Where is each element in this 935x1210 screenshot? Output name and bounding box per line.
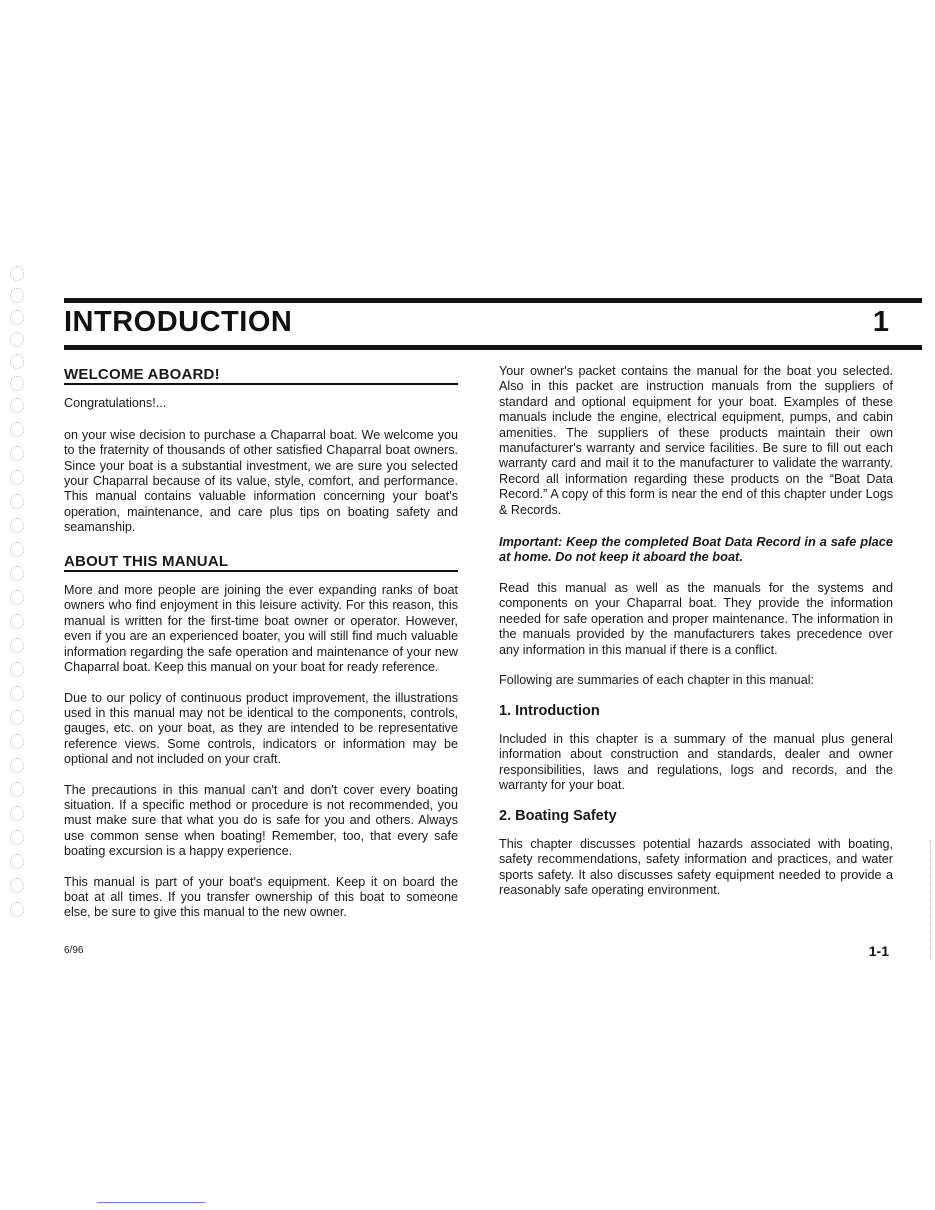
left-column xyxy=(64,364,458,921)
binder-hole xyxy=(10,470,24,485)
binder-hole xyxy=(10,878,24,893)
chapter-number: 1 xyxy=(872,306,889,338)
page-edge-marks xyxy=(930,840,932,960)
bottom-line xyxy=(97,1202,205,1203)
binder-hole xyxy=(10,446,24,461)
header-rule-bottom xyxy=(64,345,922,350)
binder-hole xyxy=(10,376,24,391)
binder-hole xyxy=(10,710,24,725)
binder-hole xyxy=(10,902,24,917)
important-note: Important: Keep the completed Boat Data Record in a safe place at home. Do not keep it aboard the boat. xyxy=(499,534,893,565)
binder-hole xyxy=(10,590,24,605)
binder-hole xyxy=(10,734,24,749)
binder-hole xyxy=(10,288,24,303)
header-rule-top xyxy=(64,298,922,303)
about-paragraph-2: Due to our policy of continuous product improvement, the illustrations used in this manual may not be identical to the components, controls, gauges, etc. on your boat, as they are intended to be representative reference views. Some controls, indicators or information may be optional and not included on your craft. xyxy=(64,690,458,767)
binder-hole xyxy=(10,566,24,581)
right-column xyxy=(499,364,893,898)
binder-hole xyxy=(10,686,24,701)
about-paragraph-4: This manual is part of your boat's equipment. Keep it on board the boat at all times. If you transfer ownership of this boat to someone else, be sure to give this manual to the new owner. xyxy=(64,874,458,920)
packet-paragraph: Your owner's packet contains the manual for the boat you selected. Also in this packet are instruction manuals from the suppliers of standard and optional equipment for your boat. Examples of these manuals include the engine, electrical equipment, pumps, and cabin amenities. The suppliers of these products maintain their own manufacturer's warranty and service facilities. Be sure to fill out each warranty card and mail it to the manufacturer to validate the warranty. Record all information regarding these products on the “Boat Data Record.” A copy of this form is near the end of this chapter under Logs & Records. xyxy=(499,364,893,517)
chapter-title: INTRODUCTION xyxy=(64,306,293,338)
binder-hole xyxy=(10,614,24,629)
binder-hole xyxy=(10,332,24,347)
section-1-text: Included in this chapter is a summary of the manual plus general information about construction and standards, dealer and owner responsibilities, laws and regulations, logs and records, and the warranty for your boat. xyxy=(499,731,893,792)
footer-date: 6/96 xyxy=(64,945,84,956)
binder-hole xyxy=(10,518,24,533)
binder-hole xyxy=(10,310,24,325)
page-number: 1-1 xyxy=(868,943,889,959)
binder-hole xyxy=(10,422,24,437)
binder-hole xyxy=(10,398,24,413)
welcome-heading: WELCOME ABOARD! xyxy=(64,367,458,385)
about-paragraph-1: More and more people are joining the ever expanding ranks of boat owners who find enjoyment in this leisure activity. For this reason, this manual is written for the first-time boat owner or operator. However, even if you are an experienced boater, you will still find much valuable information regarding the safe operation and maintenance of your new Chaparral boat. Keep this manual on your boat for ready reference. xyxy=(64,583,458,675)
welcome-paragraph: on your wise decision to purchase a Chaparral boat. We welcome you to the fraternity of thousands of other satisfied Chaparral boat owners. Since your boat is a substantial investment, we are sure you selected your Chaparral because of its value, style, comfort, and performance. This manual contains valuable information concerning your boat's operation, maintenance, and care plus tips on boating safety and seamanship. xyxy=(64,427,458,535)
binder-hole xyxy=(10,266,24,281)
binder-holes xyxy=(4,262,30,922)
section-1-heading: 1. Introduction xyxy=(499,703,600,720)
section-2-text: This chapter discusses potential hazards associated with boating, safety recommendations, safety information and practices, and water sports safety. It also discusses safety equipment needed to provide a reasonably safe operating environment. xyxy=(499,836,893,897)
binder-hole xyxy=(10,354,24,369)
binder-hole xyxy=(10,830,24,845)
binder-hole xyxy=(10,782,24,797)
summaries-intro: Following are summaries of each chapter in this manual: xyxy=(499,672,814,687)
read-manuals-paragraph: Read this manual as well as the manuals for the systems and components on your Chaparral boat. They provide the information needed for safe operation and proper maintenance. The information in the manuals provided by the manufacturers takes precedence over any information in this manual if there is a conflict. xyxy=(499,580,893,657)
welcome-congrats: Congratulations!... xyxy=(64,396,167,411)
binder-hole xyxy=(10,638,24,653)
binder-hole xyxy=(10,758,24,773)
section-2-heading: 2. Boating Safety xyxy=(499,808,617,825)
binder-hole xyxy=(10,854,24,869)
about-heading: ABOUT THIS MANUAL xyxy=(64,554,458,572)
binder-hole xyxy=(10,494,24,509)
binder-hole xyxy=(10,806,24,821)
binder-hole xyxy=(10,542,24,557)
binder-hole xyxy=(10,662,24,677)
about-paragraph-3: The precautions in this manual can't and don't cover every boating situation. If a specific method or procedure is not recommended, you must make sure that what you do is safe for you and others. Always use common sense when boating! Remember, too, that every safe boating excursion is a happy experience. xyxy=(64,782,458,859)
